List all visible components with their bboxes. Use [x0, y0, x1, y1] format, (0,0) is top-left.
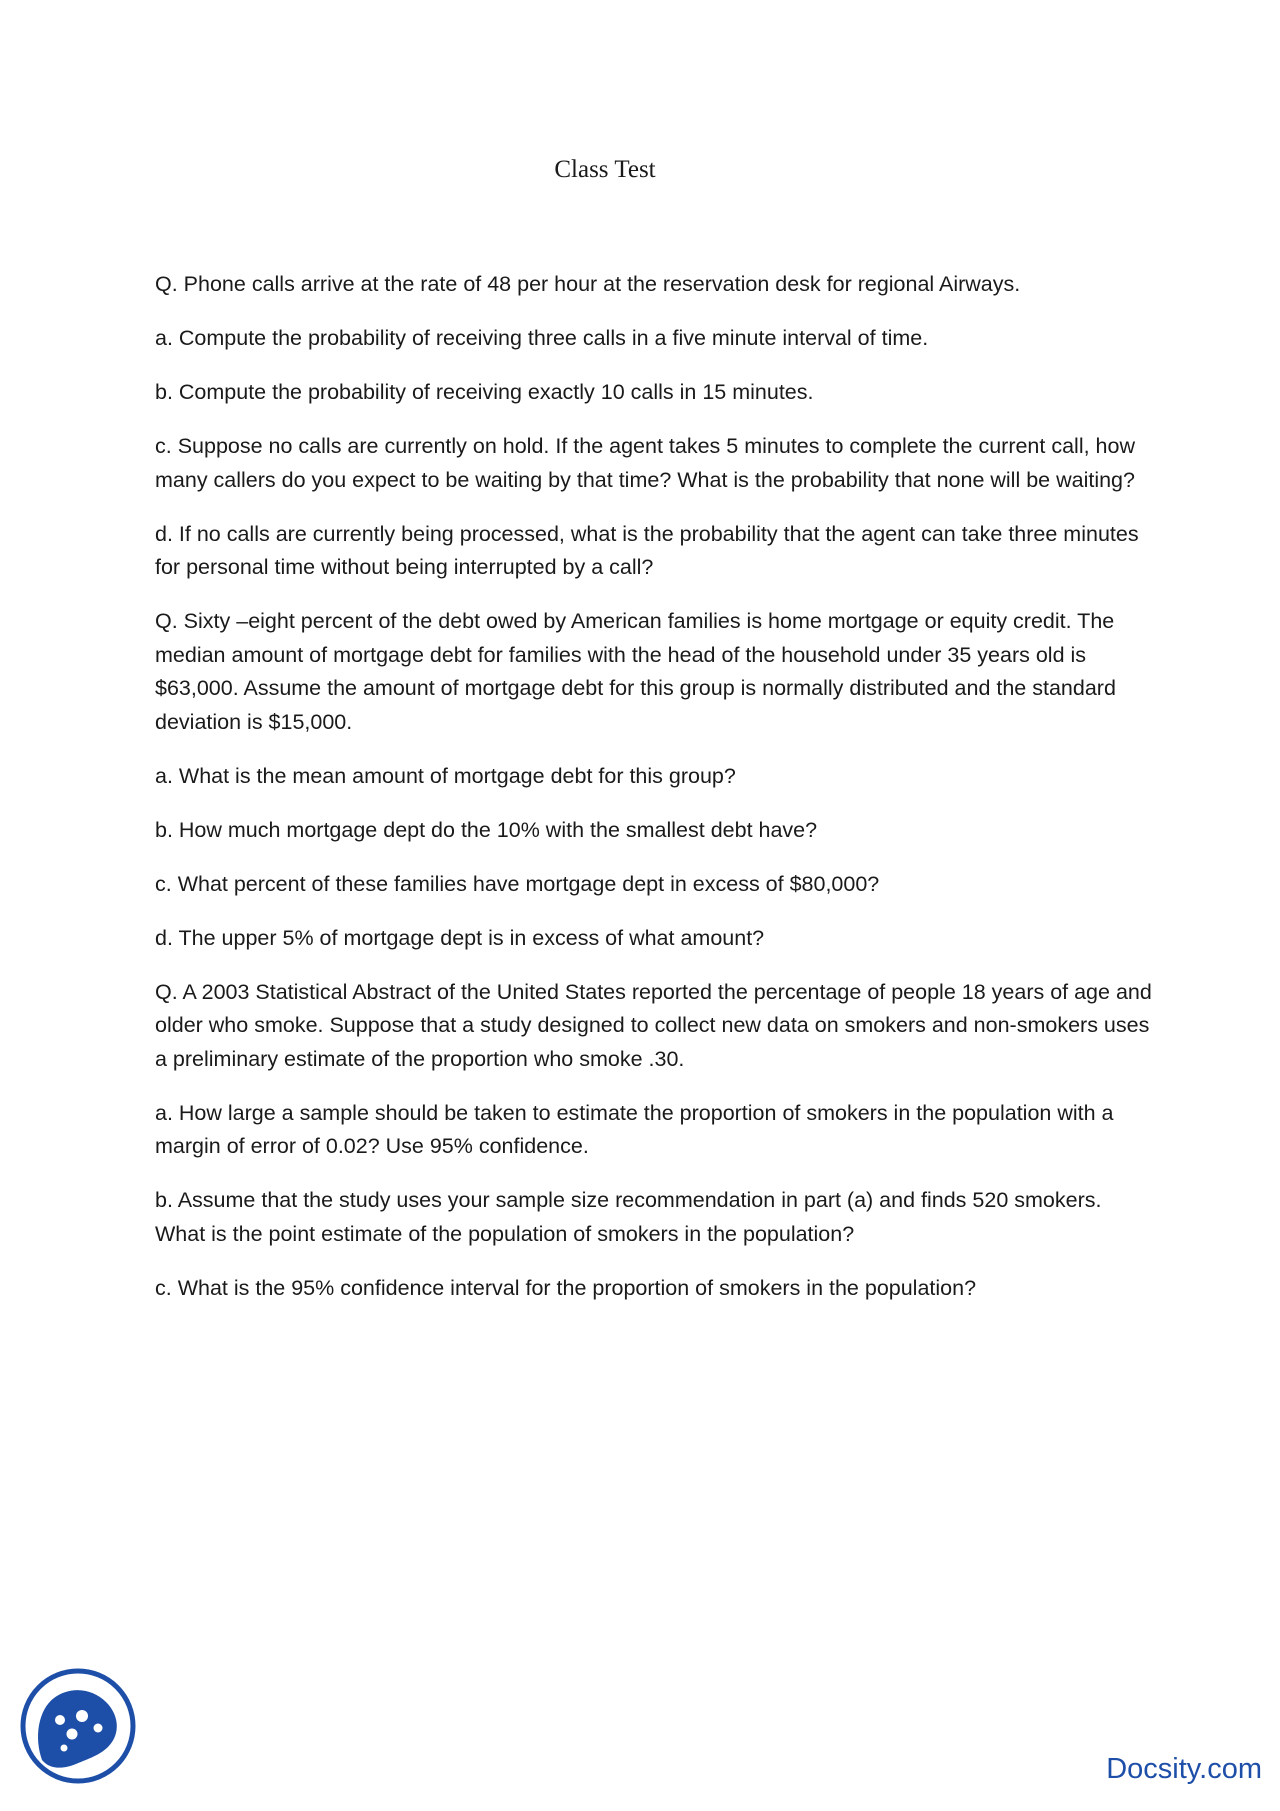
question-3-part-b: b. Assume that the study uses your sample size recommendation in part (a) and finds 520 smokers. What is the point estimate of the population of smokers in the population? — [155, 1188, 1102, 1246]
question-3-part-c: c. What is the 95% confidence interval for the proportion of smokers in the population? — [155, 1275, 977, 1300]
question-3-intro: Q. A 2003 Statistical Abstract of the United States reported the percentage of people 18 years of age and older who smoke. Suppose that a study designed to collect new data on smokers and non-smokers uses a preliminary estimate of the proportion who smoke .30. — [155, 979, 1152, 1071]
question-1-part-a: a. Compute the probability of receiving three calls in a five minute interval of time. — [155, 326, 929, 350]
question-1-part-d: d. If no calls are currently being processed, what is the probability that the agent can take three minutes for personal time without being interrupted by a call? — [155, 521, 1139, 579]
question-1-intro: Q. Phone calls arrive at the rate of 48 per hour at the reservation desk for regional Airways. — [155, 272, 1021, 296]
question-1-part-b: b. Compute the probability of receiving exactly 10 calls in 15 minutes. — [155, 380, 814, 404]
docsity-brand-link[interactable]: Docsity.com — [1106, 1753, 1262, 1785]
question-2-part-c: c. What percent of these families have mortgage dept in excess of $80,000? — [155, 871, 880, 896]
question-2-part-b: b. How much mortgage dept do the 10% with the smallest debt have? — [155, 817, 818, 842]
docsity-logo-icon — [20, 1668, 136, 1784]
document-body — [155, 268, 1155, 1326]
question-3-part-a: a. How large a sample should be taken to estimate the proportion of smokers in the population with a margin of error of 0.02? Use 95% confidence. — [155, 1100, 1114, 1158]
question-2-intro: Q. Sixty –eight percent of the debt owed by American families is home mortgage or equity credit. The median amount of mortgage debt for families with the head of the household under 35 years old is $63,000. Assume the amount of mortgage debt for this group is normally distributed and the standard deviation is $15,000. — [155, 609, 1116, 734]
question-2-part-d: d. The upper 5% of mortgage dept is in excess of what amount? — [155, 925, 765, 950]
question-1-part-c: c. Suppose no calls are currently on hold. If the agent takes 5 minutes to complete the current call, how many callers do you expect to be waiting by that time? What is the probability that none will be waiting? — [155, 434, 1135, 492]
page-title: Class Test — [554, 156, 656, 183]
question-2-part-a: a. What is the mean amount of mortgage debt for this group? — [155, 763, 736, 788]
